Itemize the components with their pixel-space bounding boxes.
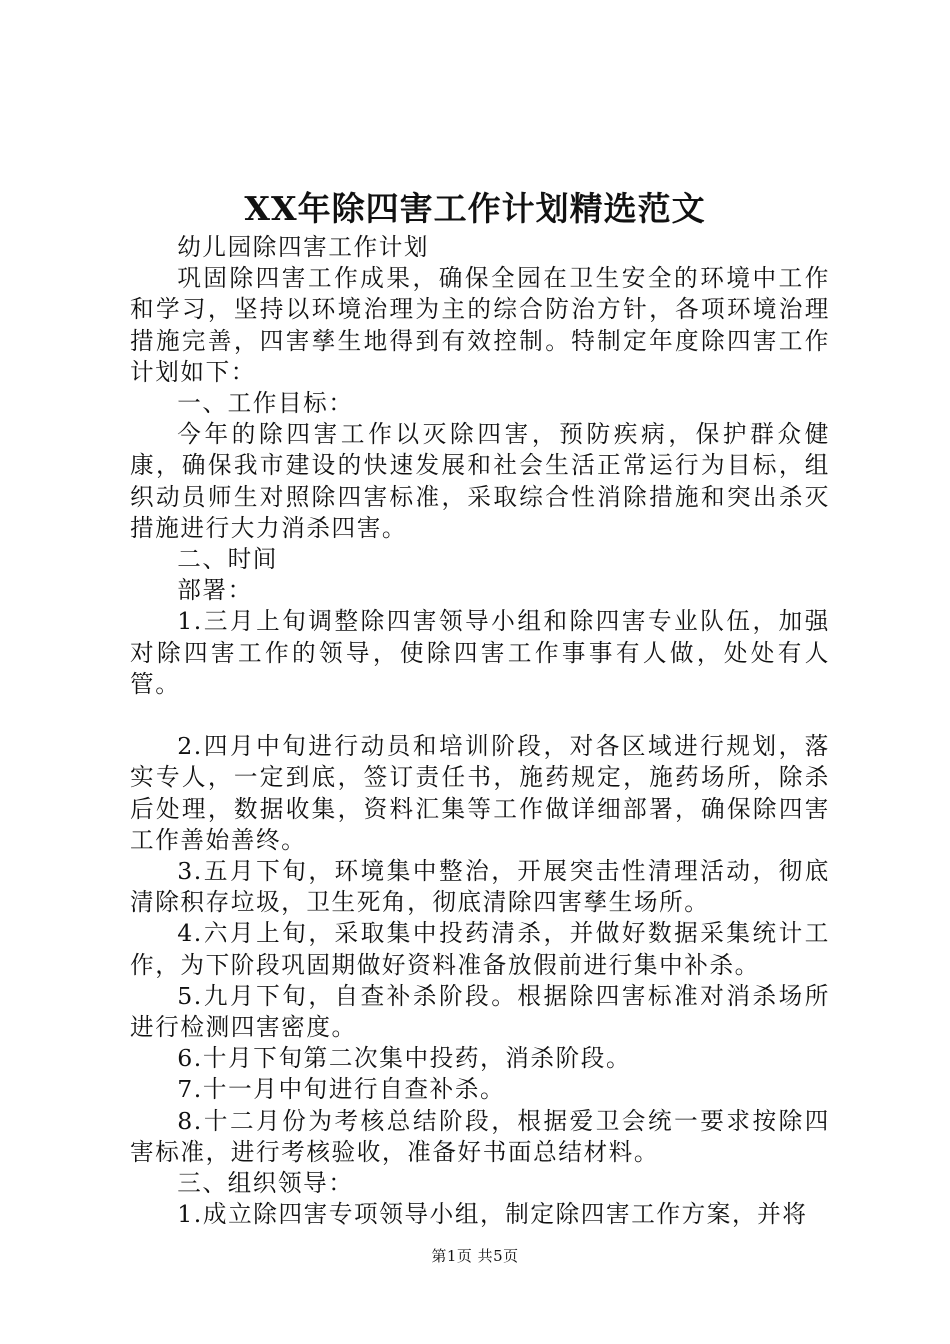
document-body (130, 232, 830, 1230)
document-title: XX年除四害工作计划精选范文 (244, 189, 706, 228)
blank-line (130, 700, 830, 731)
list-item-6: 6.十月下旬第二次集中投药，消杀阶段。 (177, 1044, 632, 1073)
paragraph-subtitle: 幼儿园除四害工作计划 (177, 233, 430, 261)
section-heading-time: 二、时间 (177, 545, 278, 574)
list-item-2: 2.四月中旬进行动员和培训阶段，对各区域进行规划，落实专人，一定到底，签订责任书，施药规定，施药场所，除杀后处理，数据收集，资料汇集等工作做详细部署，确保除四害工作善始善终。 (130, 732, 830, 854)
list-item-4: 4.六月上旬，采取集中投药清杀，并做好数据采集统计工作，为下阶段巩固期做好资料准备放假前进行集中补杀。 (130, 919, 830, 979)
paragraph-deployment-label: 部署： (177, 576, 253, 605)
section-heading-organization: 三、组织领导： (177, 1169, 354, 1198)
page-number-footer: 第1页 共5页 (431, 1247, 519, 1265)
list-item-3: 3.五月下旬，环境集中整治，开展突击性清理活动，彻底清除积存垃圾，卫生死角，彻底清除四害孳生场所。 (130, 857, 830, 917)
list-item-1: 1.三月上旬调整除四害领导小组和除四害专业队伍，加强对除四害工作的领导，使除四害工作事事有人做，处处有人管。 (130, 607, 830, 698)
list-item-5: 5.九月下旬，自查补杀阶段。根据除四害标准对消杀场所进行检测四害密度。 (130, 981, 830, 1042)
list-item-8: 8.十二月份为考核总结阶段，根据爱卫会统一要求按除四害标准，进行考核验收，准备好书面总结材料。 (130, 1106, 830, 1166)
paragraph-goals: 今年的除四害工作以灭除四害，预防疾病，保护群众健康，确保我市建设的快速发展和社会生活正常运行为目标，组织动员师生对照除四害标准，采取综合性消除措施和突出杀灭措施进行大力消杀四害。 (130, 420, 830, 542)
paragraph-intro: 巩固除四害工作成果，确保全园在卫生安全的环境中工作和学习，坚持以环境治理为主的综合防治方针，各项环境治理措施完善，四害孳生地得到有效控制。特制定年度除四害工作计划如下： (130, 264, 830, 386)
section-heading-goals: 一、工作目标： (177, 389, 354, 418)
list-item-org-1: 1.成立除四害专项领导小组，制定除四害工作方案，并将 (177, 1200, 808, 1229)
list-item-7: 7.十一月中旬进行自查补杀。 (177, 1075, 506, 1104)
